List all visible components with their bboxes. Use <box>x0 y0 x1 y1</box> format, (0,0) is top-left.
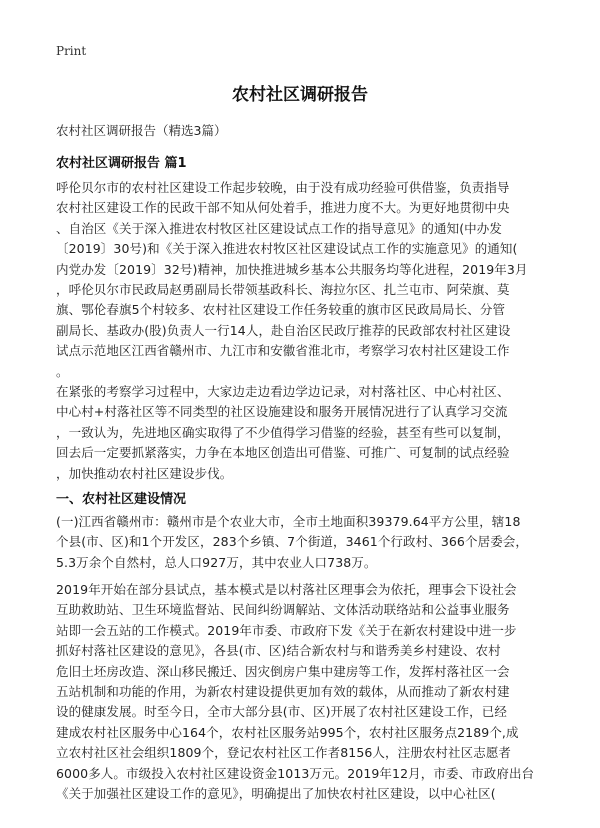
print-label[interactable]: Print <box>56 44 87 58</box>
paragraph-line: 个县(市、区)和1个开发区，283个乡镇、7个街道，3461个行政村、366个居委会， <box>56 534 528 550</box>
paragraph-line: 6000多人。市级投入农村社区建设资金1013万元。2019年12月，市委、市政府出台 <box>56 765 535 781</box>
paragraph-line: 危旧土坯房改造、深山移民搬迁、因灾倒房户集中建房等工作，发挥村落社区一会 <box>56 663 510 679</box>
paragraph-line: 旗、鄂伦春旗5个村较多、农村社区建设工作任务较重的旗市区民政局局长、分管 <box>56 302 506 318</box>
paragraph-line: 立农村社区社会组织1809个，登记农村社区工作者8156人，注册农村社区志愿者 <box>56 745 512 761</box>
paragraph-line: 副局长、基政办(股)负责人一行14人，赴自治区民政厅推荐的民政部农村社区建设 <box>56 322 511 338</box>
paragraph-line: 5.3万余个自然村，总人口927万，其中农业人口738万。 <box>56 554 377 570</box>
paragraph-line: 内党办发〔2019〕32号)精神，加快推进城乡基本公共服务均等化进程，2019年3月 <box>56 261 528 277</box>
section-1-heading: 一、农村社区建设情况 <box>56 492 187 507</box>
paragraph-line: 试点示范地区江西省赣州市、九江市和安徽省淮北市，考察学习农村社区建设工作 <box>56 343 510 359</box>
section-heading: 农村社区调研报告 篇1 <box>56 156 187 171</box>
paragraph-line: 设的健康发展。时至今日，全市大部分县(市、区)开展了农村社区建设工作，已经 <box>56 704 507 720</box>
paragraph-line: 2019年开始在部分县试点，基本模式是以村落社区理事会为依托，理事会下设社会 <box>56 582 517 597</box>
paragraph-line: 回去后一定要抓紧落实，力争在本地区创造出可借鉴、可推广、可复制的试点经验 <box>56 445 510 461</box>
paragraph-line: ，加快推动农村社区建设步伐。 <box>56 465 233 481</box>
paragraph-4 <box>56 580 546 804</box>
paragraph-line: 、自治区《关于深入推进农村牧区社区建设试点工作的指导意见》的通知(中办发 <box>56 220 502 236</box>
page-title: 农村社区调研报告 <box>232 85 368 105</box>
paragraph-line: 建成农村社区服务中心164个，农村社区服务站995个，农村社区服务点2189个,成 <box>56 724 519 740</box>
paragraph-line: ，呼伦贝尔市民政局赵勇副局长带领基政科长、海拉尔区、扎兰屯市、阿荣旗、莫 <box>56 282 510 298</box>
paragraph-line: 呼伦贝尔市的农村社区建设工作起步较晚，由于没有成功经验可供借鉴，负责指导 <box>56 180 510 195</box>
paragraph-line: 。 <box>56 363 69 379</box>
paragraph-line: 在紧张的考察学习过程中，大家边走边看边学边记录，对村落社区、中心村社区、 <box>56 384 510 399</box>
paragraph-2 <box>56 382 546 484</box>
paragraph-line: 《关于加强社区建设工作的意见》，明确提出了加快农村社区建设，以中心社区( <box>56 786 496 802</box>
paragraph-line: 农村社区建设工作的民政干部不知从何处着手，推进力度不大。为更好地贯彻中央 <box>56 200 510 216</box>
paragraph-3 <box>56 512 546 573</box>
document-subtitle: 农村社区调研报告（精选3篇） <box>56 123 227 138</box>
paragraph-1 <box>56 178 546 382</box>
paragraph-line: 互助救助站、卫生环境监督站、民间纠纷调解站、文体活动联络站和公益事业服务 <box>56 602 510 618</box>
paragraph-line: 抓好村落社区建设的意见》，各县(市、区)结合新农村与和谐秀美乡村建设、农村 <box>56 643 501 659</box>
paragraph-line: 〔2019〕30号)和《关于深入推进农村牧区社区建设试点工作的实施意见》的通知( <box>56 241 518 257</box>
paragraph-line: 站即一会五站的工作模式。2019年市委、市政府下发《关于在新农村建设中进一步 <box>56 622 517 638</box>
paragraph-line: 中心村+村落社区等不同类型的社区设施建设和服务开展情况进行了认真学习交流 <box>56 404 508 420</box>
paragraph-line: (一)江西省赣州市：赣州市是个农业大市，全市土地面积39379.64平方公里，辖18 <box>56 514 521 529</box>
paragraph-line: ，一致认为，先进地区确实取得了不少值得学习借鉴的经验，甚至有些可以复制， <box>56 424 510 440</box>
paragraph-line: 五站机制和功能的作用，为新农村建设提供更加有效的载体，从而推动了新农村建 <box>56 684 510 700</box>
